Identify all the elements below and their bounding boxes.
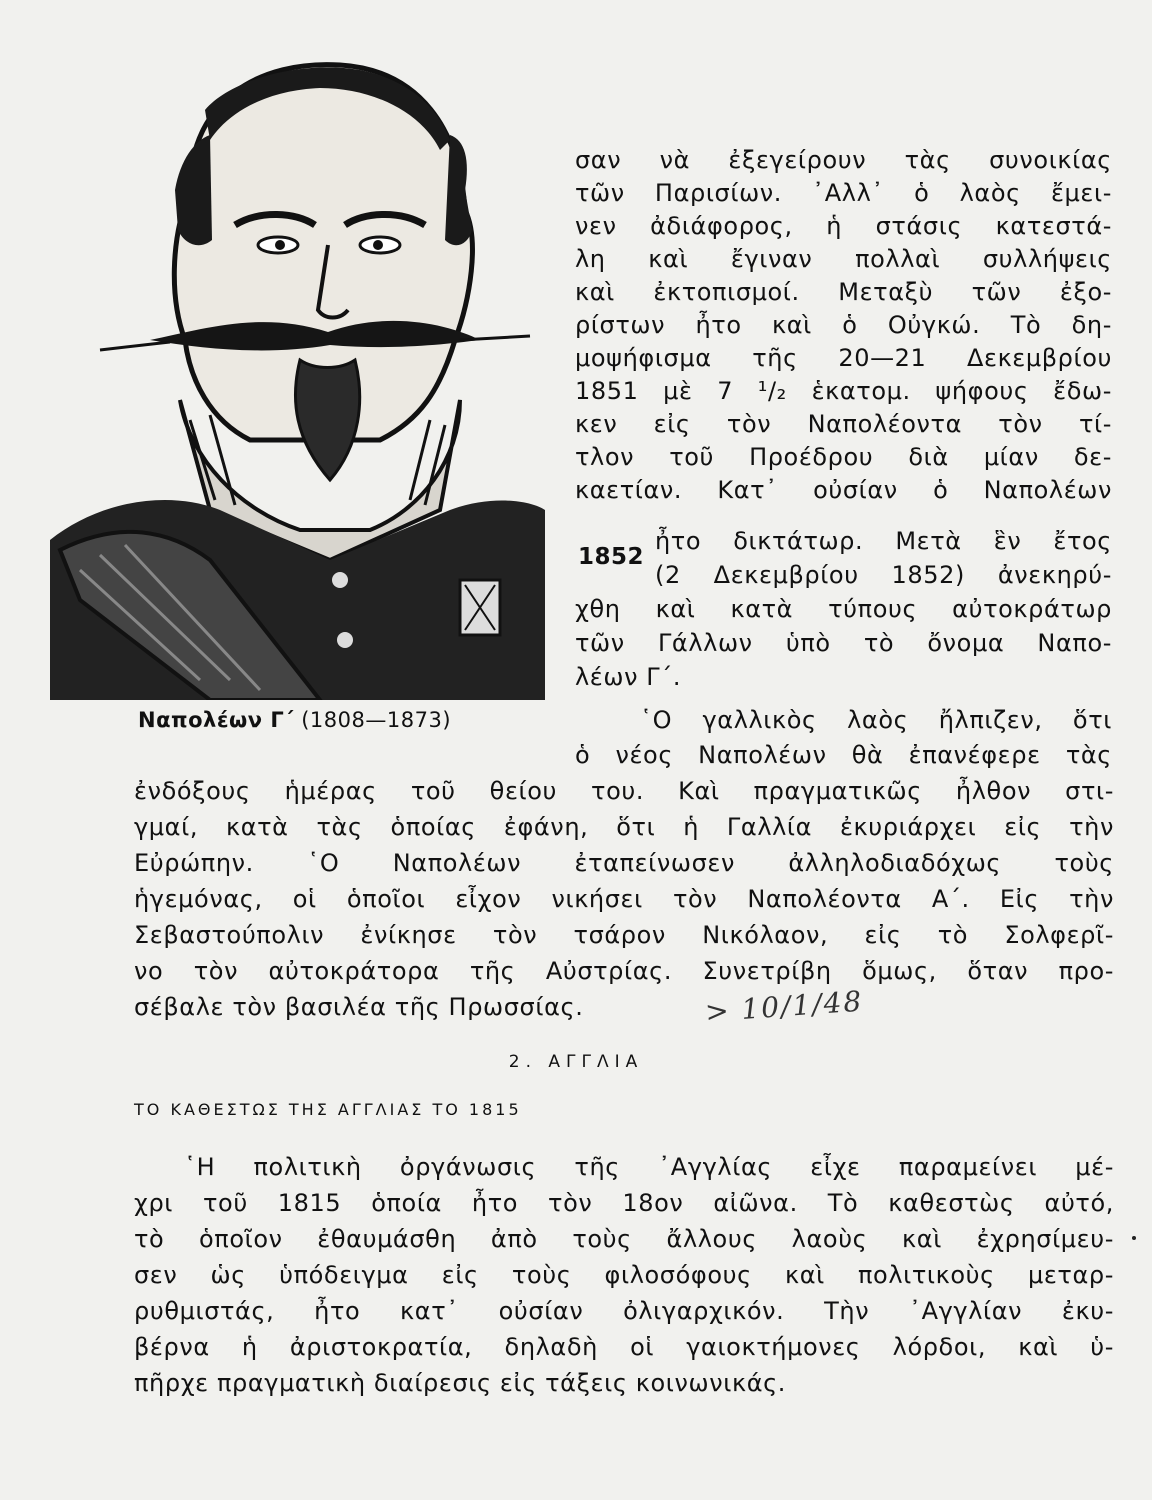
text-line: ἦτο δικτάτωρ. Μετὰ ἓν ἔτος <box>655 527 1112 555</box>
text-line: καετίαν. Κατ᾿ οὐσίαν ὁ Ναπολέων <box>575 476 1112 504</box>
text-line: τὸ ὁποῖον ἐθαυμάσθη ἀπὸ τοὺς ἄλλους λαοὺς καὶ ἐχρησίμευ- <box>134 1225 1114 1253</box>
napoleon-iii-portrait <box>40 40 560 700</box>
text-line: ἡγεμόνας, οἱ ὁποῖοι εἶχον νικήσει τὸν Ναπολέοντα Α΄. Εἰς τὴν <box>134 885 1114 913</box>
text-line: Σεβαστούπολιν ἐνίκησε τὸν τσάρον Νικόλαον, εἰς τὸ Σολφερῖ- <box>134 921 1114 949</box>
text-line: τῶν Γάλλων ὑπὸ τὸ ὄνομα Ναπο- <box>575 629 1112 657</box>
text-line: ρυθμιστάς, ἦτο κατ᾿ οὐσίαν ὀλιγαρχικόν. Τὴν ᾿Αγγλίαν ἐκυ- <box>134 1297 1114 1325</box>
text-line: καὶ ἐκτοπισμοί. Μεταξὺ τῶν ἐξο- <box>575 278 1112 306</box>
text-line: νο τὸν αὐτοκράτορα τῆς Αὐστρίας. Συνετρίβη ὅμως, ὅταν προ- <box>134 957 1114 985</box>
portrait-caption <box>138 708 451 732</box>
text-line: ῾Ο γαλλικὸς λαὸς ἤλπιζεν, ὅτι <box>640 706 1112 734</box>
text-line: μοψήφισμα τῆς 20—21 Δεκεμβρίου <box>575 344 1112 372</box>
text-line: νεν ἀδιάφορος, ἡ στάσις κατεστά- <box>575 212 1112 240</box>
text-line: ὁ νέος Ναπολέων θὰ ἐπανέφερε τὰς <box>575 741 1112 769</box>
text-line: χρι τοῦ 1815 ὁποία ἦτο τὸν 18ον αἰῶνα. Τὸ καθεστὼς αὐτό, <box>134 1189 1114 1217</box>
text-line: (2 Δεκεμβρίου 1852) ἀνεκηρύ- <box>655 561 1112 589</box>
text-line: 1851 μὲ 7 ¹/₂ ἑκατομ. ψήφους ἔδω- <box>575 377 1112 405</box>
margin-year: 1852 <box>578 544 645 570</box>
caption-years: (1808—1873) <box>301 708 452 732</box>
section-title: ΑΓΓΛΙΑ <box>548 1052 644 1072</box>
text-line: χθη καὶ κατὰ τύπους αὐτοκράτωρ <box>575 595 1112 623</box>
text-line: ἐνδόξους ἡμέρας τοῦ θείου του. Καὶ πραγματικῶς ἦλθον στι- <box>134 777 1114 805</box>
text-line: ρίστων ἦτο καὶ ὁ Οὐγκώ. Τὸ δη- <box>575 311 1112 339</box>
handwritten-date-note: > 10/1/48 <box>704 984 865 1029</box>
text-line: λη καὶ ἔγιναν πολλαὶ συλλήψεις <box>575 245 1112 273</box>
text-line: τῶν Παρισίων. ᾿Αλλ᾿ ὁ λαὸς ἔμει- <box>575 179 1112 207</box>
text-line: σεν ὡς ὑπόδειγμα εἰς τοὺς φιλοσόφους καὶ πολιτικοὺς μεταρ- <box>134 1261 1114 1289</box>
print-speck <box>1132 1236 1136 1240</box>
text-line: κεν εἰς τὸν Ναπολέοντα τὸν τί- <box>575 410 1112 438</box>
text-line: ῾Η πολιτικὴ ὀργάνωσις τῆς ᾿Αγγλίας εἶχε παραμείνει μέ- <box>184 1153 1114 1181</box>
text-line: σαν νὰ ἐξεγείρουν τὰς συνοικίας <box>575 146 1112 174</box>
text-line: τλον τοῦ Προέδρου διὰ μίαν δε- <box>575 443 1112 471</box>
text-line: γμαί, κατὰ τὰς ὁποίας ἐφάνη, ὅτι ἡ Γαλλία ἐκυριάρχει εἰς τὴν <box>134 813 1114 841</box>
section-heading <box>0 1052 1152 1072</box>
text-line: σέβαλε τὸν βασιλέα τῆς Πρωσσίας. <box>134 993 584 1021</box>
text-line: Εὐρώπην. ῾Ο Ναπολέων ἐταπείνωσεν ἀλληλοδιαδόχως τοὺς <box>134 849 1114 877</box>
text-line: πῆρχε πραγματικὴ διαίρεσις εἰς τάξεις κοινωνικάς. <box>134 1369 787 1397</box>
sub-heading: ΤΟ ΚΑΘΕΣΤΩΣ ΤΗΣ ΑΓΓΛΙΑΣ ΤΟ 1815 <box>134 1100 522 1119</box>
text-line: βέρνα ἡ ἀριστοκρατία, δηλαδὴ οἱ γαιοκτήμονες λόρδοι, καὶ ὑ- <box>134 1333 1114 1361</box>
caption-name: Ναπολέων Γ΄ <box>138 708 295 732</box>
section-number: 2. <box>508 1052 537 1072</box>
text-line: λέων Γ΄. <box>575 663 682 691</box>
